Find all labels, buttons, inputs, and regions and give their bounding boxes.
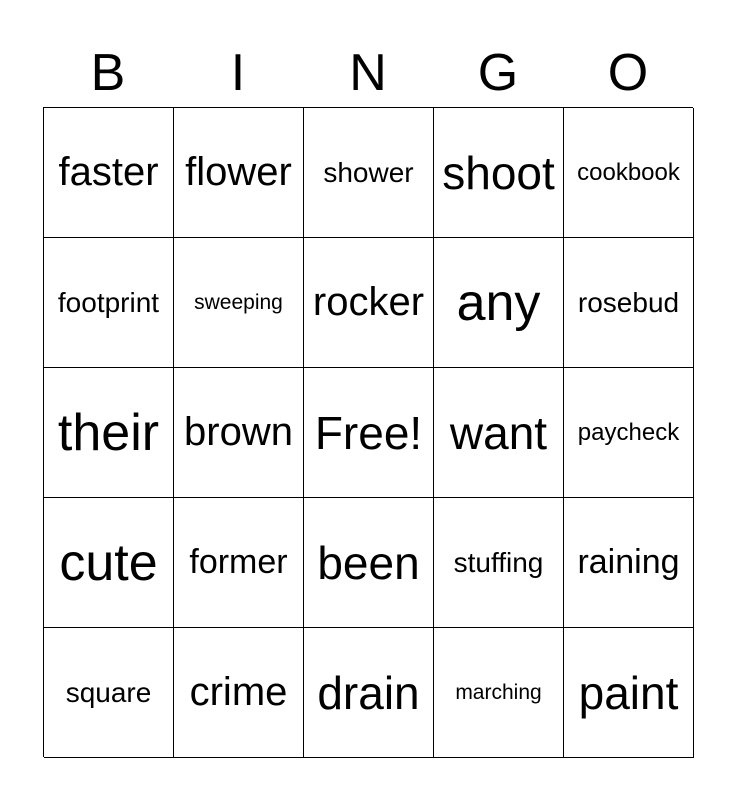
bingo-free-space[interactable]: Free! bbox=[304, 368, 434, 498]
bingo-cell[interactable]: square bbox=[44, 628, 174, 758]
header-letter-b: B bbox=[90, 44, 126, 102]
bingo-cell[interactable]: shower bbox=[304, 108, 434, 238]
bingo-cell[interactable]: any bbox=[434, 238, 564, 368]
bingo-cell[interactable]: footprint bbox=[44, 238, 174, 368]
header-letter-o: O bbox=[607, 44, 649, 102]
bingo-header bbox=[43, 40, 693, 106]
bingo-cell[interactable]: flower bbox=[174, 108, 304, 238]
bingo-card-grid bbox=[43, 107, 693, 757]
bingo-cell[interactable]: paint bbox=[564, 628, 694, 758]
header-letter-i: I bbox=[230, 44, 246, 102]
bingo-cell[interactable]: cookbook bbox=[564, 108, 694, 238]
bingo-cell[interactable]: paycheck bbox=[564, 368, 694, 498]
bingo-cell[interactable]: want bbox=[434, 368, 564, 498]
header-letter-g: G bbox=[477, 44, 519, 102]
bingo-cell[interactable]: shoot bbox=[434, 108, 564, 238]
bingo-cell[interactable]: former bbox=[174, 498, 304, 628]
bingo-cell[interactable]: raining bbox=[564, 498, 694, 628]
bingo-cell[interactable]: drain bbox=[304, 628, 434, 758]
bingo-cell[interactable]: been bbox=[304, 498, 434, 628]
bingo-cell[interactable]: rocker bbox=[304, 238, 434, 368]
bingo-cell[interactable]: faster bbox=[44, 108, 174, 238]
bingo-cell[interactable]: stuffing bbox=[434, 498, 564, 628]
bingo-cell[interactable]: their bbox=[44, 368, 174, 498]
bingo-cell[interactable]: crime bbox=[174, 628, 304, 758]
bingo-cell[interactable]: marching bbox=[434, 628, 564, 758]
bingo-cell[interactable]: rosebud bbox=[564, 238, 694, 368]
header-letter-n: N bbox=[349, 44, 387, 102]
bingo-cell[interactable]: cute bbox=[44, 498, 174, 628]
bingo-cell[interactable]: brown bbox=[174, 368, 304, 498]
bingo-cell[interactable]: sweeping bbox=[174, 238, 304, 368]
